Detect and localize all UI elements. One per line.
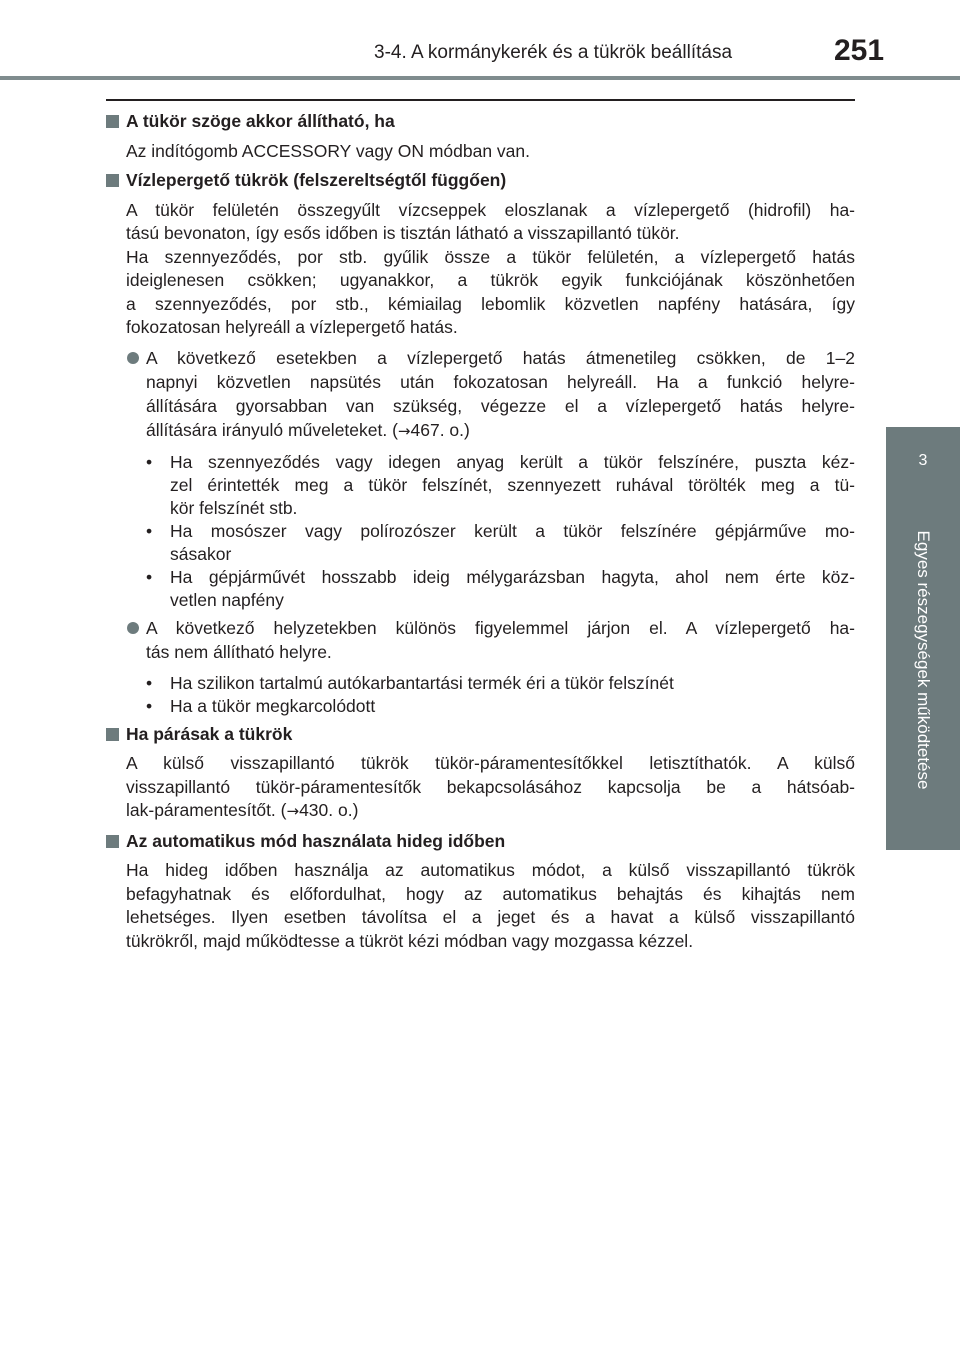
- paragraph-line: [126, 799, 855, 824]
- square-bullet-icon: [106, 835, 119, 848]
- note-item: [126, 346, 855, 443]
- note-line: tás nem állítható helyre.: [146, 641, 332, 662]
- bullet-icon: •: [146, 566, 153, 587]
- chapter-title: Egyes részegységek működtetése: [914, 530, 933, 790]
- paragraph: [126, 140, 855, 164]
- bullet-icon: •: [146, 451, 153, 472]
- bullet-icon: •: [146, 520, 153, 541]
- arrow-icon: →: [397, 421, 411, 440]
- note-line: A következő esetekben a vízlepergető hatás átmenetileg csökken, de 1–2: [146, 347, 855, 368]
- circle-bullet-icon: [127, 352, 139, 364]
- chapter-number: 3: [918, 452, 928, 469]
- list-item: [146, 695, 855, 718]
- paragraph-line: a szennyeződés, por stb., kémiailag lebomlik közvetlen napfény hatására, így: [126, 293, 855, 314]
- list-item-line: zel érintették meg a tükör felszínét, szennyezett ruhával törölték meg a tü-: [170, 474, 855, 495]
- paragraph-line: fokozatosan helyreáll a vízlepergető hatás.: [126, 317, 458, 337]
- paragraph-line: Ha hideg időben használja az automatikus módot, a külső visszapillantó tükrök: [126, 860, 855, 880]
- page-number: 251: [834, 34, 885, 67]
- arrow-icon: →: [286, 802, 300, 820]
- list-item-line: Ha szennyeződés vagy idegen anyag került a tükör felszínére, puszta kéz-: [170, 451, 855, 472]
- list-item-line: sásakor: [170, 543, 232, 564]
- section-heading: [106, 723, 855, 747]
- list-item-line: Ha gépjárművét hosszabb ideig mélygarázsban hagyta, ahol nem érte köz-: [170, 566, 855, 587]
- paragraph-line: Az indítógomb ACCESSORY vagy ON módban van.: [126, 140, 531, 161]
- list-item: [146, 566, 855, 612]
- heading-text: Az automatikus mód használata hideg időben: [126, 830, 506, 851]
- section-title: 3-4. A kormánykerék és a tükrök beállítása: [374, 42, 733, 63]
- heading-text: A tükör szöge akkor állítható, ha: [126, 111, 395, 131]
- paragraph: [126, 752, 855, 824]
- paragraph-line: tású bevonaton, így esős időben is tisztán látható a visszapillantó tükör.: [126, 223, 680, 243]
- note-text: állítására irányuló műveleteket. (: [146, 419, 398, 440]
- paragraph-line: Ha szennyeződés, por stb. gyűlik össze a tükör felületén, a vízlepergető hatás: [126, 246, 855, 267]
- list-item: [146, 451, 855, 520]
- note-line: [146, 418, 855, 443]
- page-content: [106, 105, 855, 959]
- paragraph-line: A külső visszapillantó tükrök tükör-páramentesítőkkel letisztíthatók. A külső: [126, 753, 855, 773]
- note-line: állítására gyorsabban van szükség, végezze el a vízlepergető hatás helyre-: [146, 395, 855, 416]
- paragraph-line: befagyhatnak és előfordulhat, hogy az automatikus behajtás és kihajtás nem: [126, 883, 855, 904]
- list-item: [146, 520, 855, 566]
- list-item-line: Ha szilikon tartalmú autókarbantartási termék éri a tükör felszínét: [170, 672, 674, 693]
- note-line: A következő helyzetekben különös figyelemmel járjon el. A vízlepergető ha-: [146, 617, 855, 638]
- bullet-icon: •: [146, 672, 153, 693]
- section-heading: [106, 830, 855, 854]
- list-item-line: kör felszínét stb.: [170, 497, 298, 518]
- page-reference: 467. o.): [410, 419, 470, 440]
- heading-text: Ha párásak a tükrök: [126, 723, 293, 744]
- list-item: [146, 672, 855, 695]
- square-bullet-icon: [106, 174, 119, 187]
- bullet-list: [146, 451, 855, 612]
- list-item-line: Ha a tükör megkarcolódott: [170, 695, 376, 716]
- paragraph-line: ideiglenesen csökken; ugyanakkor, a tükrök egyik funkciójának köszönhetően: [126, 270, 855, 290]
- paragraph-line: tükrökről, majd működtesse a tükröt kézi módban vagy mozgassa kézzel.: [126, 930, 694, 951]
- paragraph-line: visszapillantó tükör-páramentesítők bekapcsolásához kapcsolja be a hátsóab-: [126, 776, 855, 797]
- bullet-list: [146, 672, 855, 718]
- paragraph: [126, 859, 855, 953]
- section-heading: [106, 110, 855, 134]
- heading-text: Vízlepergető tükrök (felszereltségtől függően): [126, 170, 507, 190]
- note-line: napnyi közvetlen napsütés után fokozatosan helyreáll. Ha a funkció helyre-: [146, 371, 855, 392]
- list-item-line: vetlen napfény: [170, 589, 284, 610]
- paragraph: [126, 246, 855, 340]
- bullet-icon: •: [146, 695, 153, 716]
- square-bullet-icon: [106, 728, 119, 741]
- header-rule: [0, 76, 960, 80]
- paragraph-text: lak-páramentesítőt. (: [126, 800, 287, 820]
- list-item-line: Ha mosószer vagy polírozószer került a tükör felszínére gépjárműve mo-: [170, 520, 855, 541]
- note-item: [126, 616, 855, 664]
- paragraph-line: A tükör felületén összegyűlt vízcseppek eloszlanak a vízlepergető (hidrofil) ha-: [126, 199, 855, 220]
- paragraph-line: lehetséges. Ilyen esetben távolítsa el a jeget és a havat a külső visszapillantó: [126, 907, 855, 927]
- circle-bullet-icon: [127, 622, 139, 634]
- section-heading: [106, 169, 855, 193]
- square-bullet-icon: [106, 115, 119, 128]
- page-reference: 430. o.): [299, 800, 359, 820]
- paragraph: [126, 199, 855, 246]
- content-rule: [106, 99, 855, 101]
